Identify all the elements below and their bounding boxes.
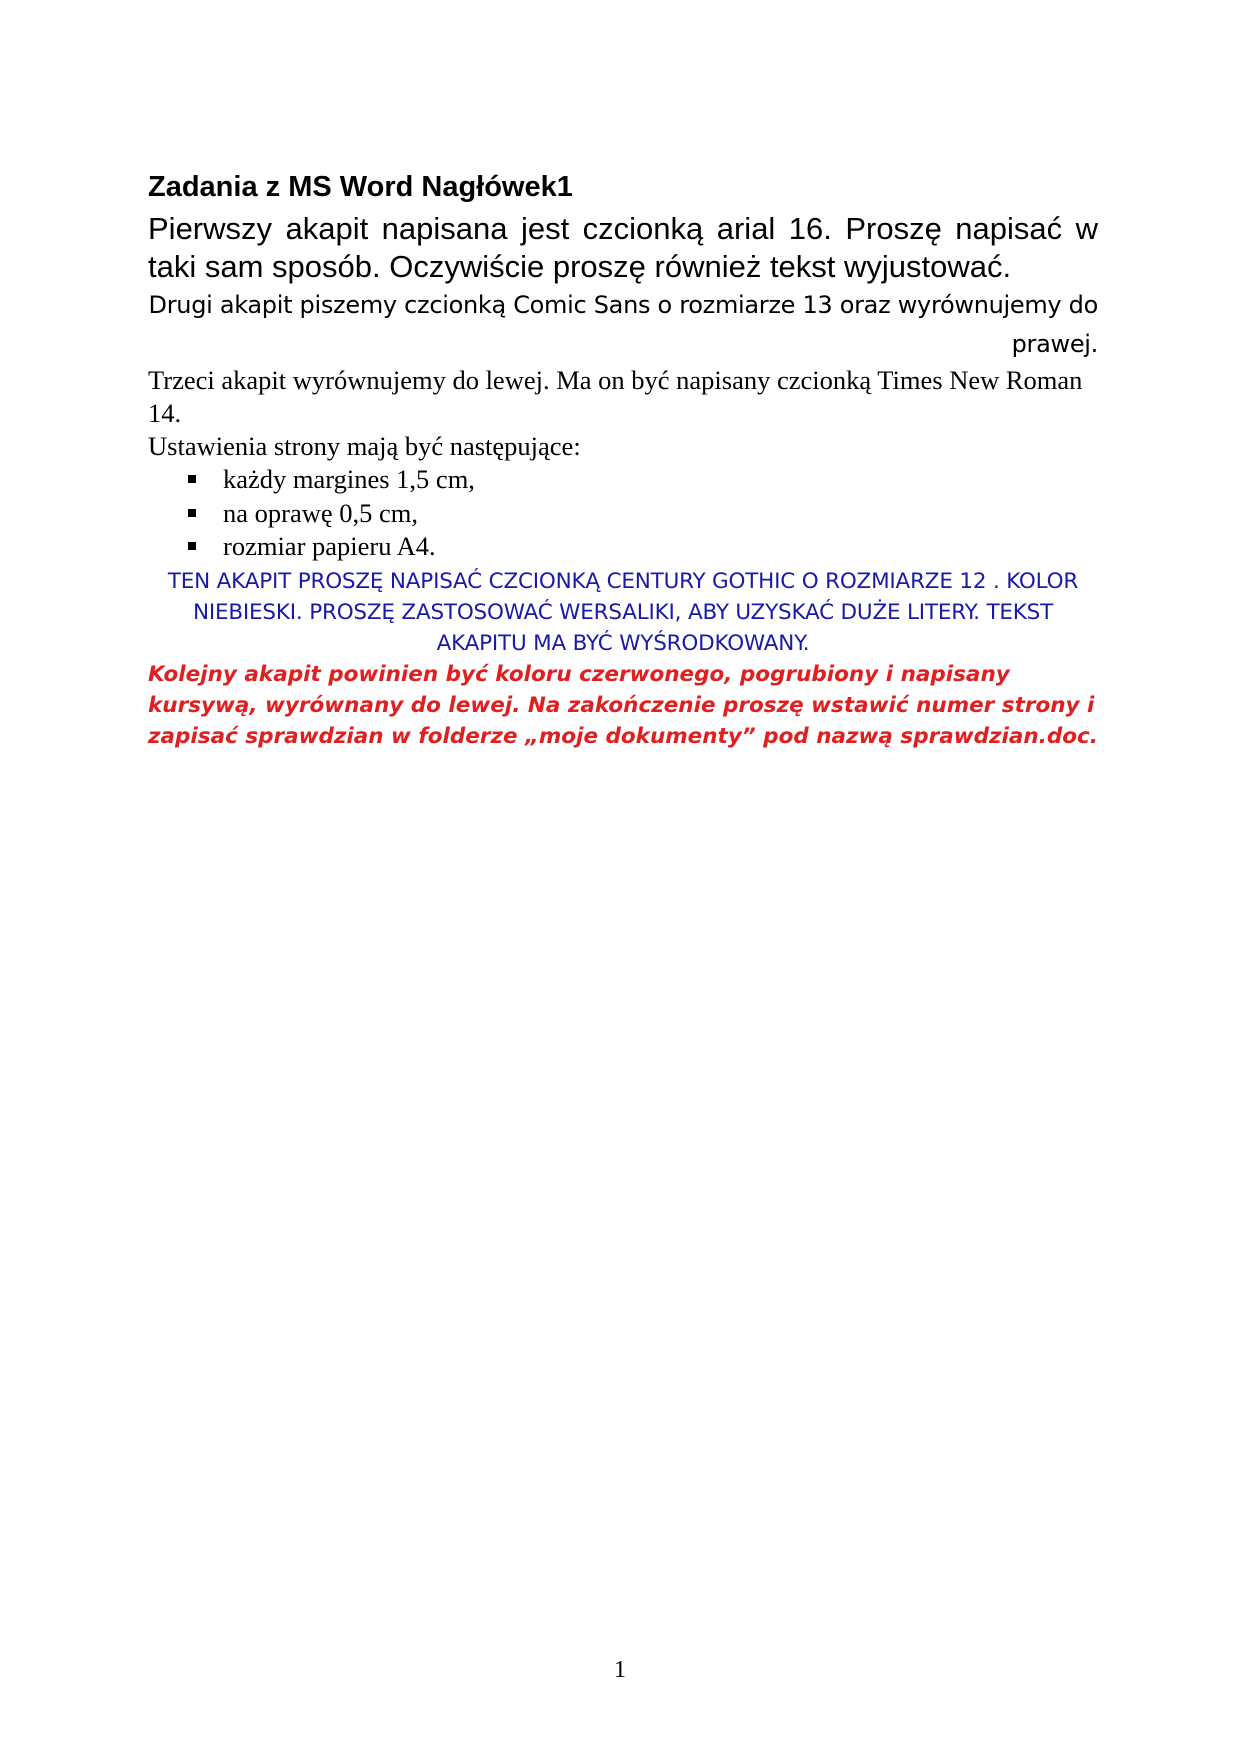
paragraph-red-bold-italic: Kolejny akapit powinien być koloru czerwonego, pogrubiony i napisany kursywą, wyrównany do lewej. Na zakończenie proszę wstawić numer strony i zapisać sprawdzian w folderze „moje dokumenty” pod nazwą sprawdzian.doc. <box>148 661 1098 749</box>
paragraph-times: Trzeci akapit wyrównujemy do lewej. Ma on być napisany czcionką Times New Roman 14. <box>148 365 1083 428</box>
page-settings-intro: Ustawienia strony mają być następujące: <box>148 431 581 461</box>
page-number: 1 <box>614 1657 626 1683</box>
list-item-text: na oprawę 0,5 cm, <box>223 497 418 528</box>
list-item <box>188 463 1098 497</box>
list-item-text: rozmiar papieru A4. <box>223 531 436 561</box>
list-item-text: każdy margines 1,5 cm, <box>223 464 475 494</box>
document-body <box>148 170 1098 752</box>
page-settings-list <box>148 463 1098 564</box>
square-bullet-icon <box>188 542 196 550</box>
paragraph-comic-sans: Drugi akapit piszemy czcionką Comic Sans o rozmiarze 13 oraz wyrównujemy do prawej. <box>148 291 1098 358</box>
square-bullet-icon <box>188 475 196 483</box>
list-item <box>188 530 1098 564</box>
list-item <box>188 497 1098 531</box>
document-heading: Zadania z MS Word Nagłówek1 <box>148 171 573 203</box>
square-bullet-icon <box>188 509 196 517</box>
paragraph-arial: Pierwszy akapit napisana jest czcionką arial 16. Proszę napisać w taki sam sposób. Oczywiście proszę również tekst wyjustować. <box>148 211 1098 284</box>
paragraph-century-gothic: TEN AKAPIT PROSZĘ NAPISAĆ CZCIONKĄ CENTURY GOTHIC O ROZMIARZE 12 . KOLOR NIEBIESKI. PROSZĘ ZASTOSOWAĆ WERSALIKI, ABY UZYSKAĆ DUŻE LITERY. TEKST AKAPITU MA BYĆ WYŚRODKOWANY. <box>167 568 1079 656</box>
